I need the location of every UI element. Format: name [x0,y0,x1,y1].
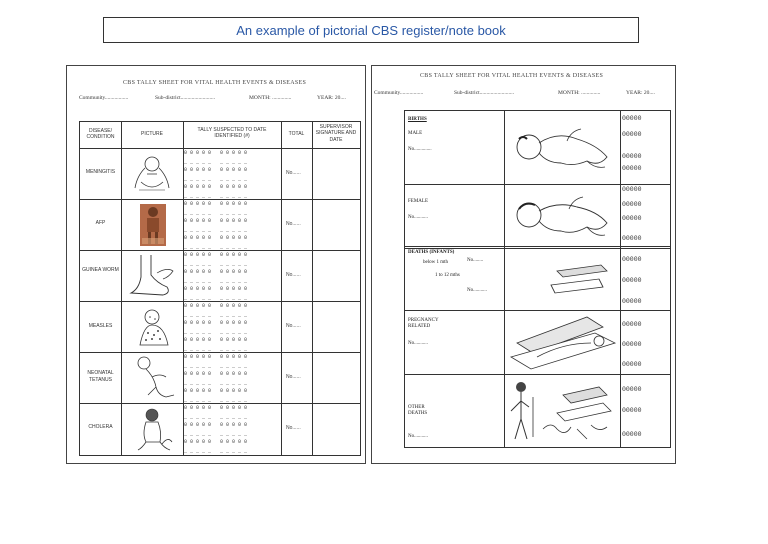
neonatal-tetanus-illustration [130,355,180,401]
left-sheet-heading: CBS TALLY SHEET FOR VITAL HEALTH EVENTS & DISEASES [123,80,307,86]
tally-marks-guinea-worm: 0 0 0 0 0 0 0 0 0 0 _ _ _ _ _ _ _ _ _ _ 0 0 0 0 0 0 0 0 0 0 _ _ _ _ _ _ _ _ _ _ 0 0 0 0 0 0 0 0 0 0 _ _ _ _ _ _ _ _ _ _ [184,252,248,301]
tally-mark: 00000 [622,165,642,172]
page-title: An example of pictorial CBS register/note book [236,22,506,38]
female-label: FEMALE [408,199,428,204]
other-deaths-count: No........... [408,434,428,439]
left-month-field: MONTH: .............. [249,95,292,101]
right-month-field: MONTH: .............. [558,90,601,96]
tally-mark: 00000 [622,298,642,305]
left-year-field: YEAR: 20.... [317,95,346,101]
total-afp: No...... [286,221,301,227]
male-baby-illustration [507,117,617,179]
tally-mark: 00000 [622,153,642,160]
pregnancy-coffin-illustration [507,313,619,373]
tally-mark: 00000 [622,431,642,438]
other-deaths-illustration [507,377,619,445]
left-community-field: Community................. [79,95,129,101]
left-tally-sheet [66,65,366,464]
tally-mark: 00000 [622,361,642,368]
tally-mark: 00000 [622,215,642,222]
col-header-picture: PICTURE [141,131,163,137]
row-label-measles: MEASLES [88,323,113,329]
title-box [103,17,639,43]
tally-mark: 00000 [622,201,642,208]
tally-mark: 00000 [622,407,642,414]
right-tally-sheet [371,65,676,464]
female-count: No........... [408,215,428,220]
col-header-supervisor: SUPERVISOR SIGNATURE AND DATE [315,124,357,143]
tally-mark: 00000 [622,235,642,242]
total-meningitis: No...... [286,170,301,176]
tally-marks-neonatal-tetanus: 0 0 0 0 0 0 0 0 0 0 _ _ _ _ _ _ _ _ _ _ 0 0 0 0 0 0 0 0 0 0 _ _ _ _ _ _ _ _ _ _ 0 0 0 0 0 0 0 0 0 0 _ _ _ _ _ _ _ _ _ _ [184,354,248,403]
male-label: MALE [408,131,423,136]
row-label-meningitis: MENINGITIS [85,169,116,175]
right-community-field: Community................. [374,90,424,96]
right-subdistrict-field: Sub-district......................... [454,90,515,96]
infant-coffin-illustration [545,251,615,307]
meningitis-illustration [127,152,177,196]
row-label-guinea-worm: GUINEA WORM [82,267,119,273]
tally-mark: 00000 [622,341,642,348]
below-1-month-count: No........ [467,258,484,263]
female-baby-illustration [507,189,617,243]
tally-mark: 00000 [622,321,642,328]
vital-events-table [404,110,671,448]
afp-photo [140,204,166,246]
row-label-cholera: CHOLERA [88,424,113,430]
tally-marks-cholera: 0 0 0 0 0 0 0 0 0 0 _ _ _ _ _ _ _ _ _ _ 0 0 0 0 0 0 0 0 0 0 _ _ _ _ _ _ _ _ _ _ 0 0 0 0 0 0 0 0 0 0 _ _ _ _ _ _ _ _ _ _ [184,405,248,454]
total-measles: No...... [286,323,301,329]
disease-tally-table [79,121,361,456]
pregnancy-related-label: PREGNANCY RELATED [408,318,439,329]
col-header-disease: DISEASE/ CONDITION [86,128,115,141]
tally-mark: 00000 [622,386,642,393]
left-subdistrict-field: Sub-district......................... [155,95,216,101]
tally-marks-measles: 0 0 0 0 0 0 0 0 0 0 _ _ _ _ _ _ _ _ _ _ 0 0 0 0 0 0 0 0 0 0 _ _ _ _ _ _ _ _ _ _ 0 0 0 0 0 0 0 0 0 0 _ _ _ _ _ _ _ _ _ _ [184,303,248,352]
other-deaths-label: OTHER DEATHS [408,405,428,416]
cholera-illustration [132,406,178,452]
row-label-neonatal-tetanus: NEONATAL TETANUS [87,370,114,383]
guinea-worm-illustration [127,253,179,299]
col-header-total: TOTAL [288,131,305,137]
col-header-tally: TALLY SUSPECTED TO DATE IDENTIFIED (#) [197,127,267,140]
tally-marks-meningitis: 0 0 0 0 0 0 0 0 0 0 _ _ _ _ _ _ _ _ _ _ 0 0 0 0 0 0 0 0 0 0 _ _ _ _ _ _ _ _ _ _ 0 0 0 0 0 0 0 0 0 0 _ _ _ _ _ _ _ _ _ _ [184,150,248,199]
tally-marks-afp: 0 0 0 0 0 0 0 0 0 0 _ _ _ _ _ _ _ _ _ _ 0 0 0 0 0 0 0 0 0 0 _ _ _ _ _ _ _ _ _ _ 0 0 0 0 0 0 0 0 0 0 _ _ _ _ _ _ _ _ _ _ [184,201,248,250]
deaths-infants-label: DEATHS (INFANTS) [408,250,455,255]
pregnancy-related-count: No........... [408,341,428,346]
tally-mark: 00000 [622,131,642,138]
tally-mark: 00000 [622,277,642,284]
male-count: No.............. [408,147,432,152]
total-cholera: No...... [286,425,301,431]
total-guinea-worm: No...... [286,272,301,278]
tally-mark: 00000 [622,186,642,193]
tally-mark: 00000 [622,115,642,122]
births-label: BIRTHS [408,117,427,122]
below-1-month-label: below 1 mth [423,260,448,265]
1-to-12-months-count: No........... [467,288,487,293]
total-neonatal-tetanus: No...... [286,374,301,380]
measles-illustration [130,305,178,349]
1-to-12-months-label: 1 to 12 mths [435,273,460,278]
row-label-afp: AFP [95,220,106,226]
tally-mark: 00000 [622,256,642,263]
right-year-field: YEAR: 20.... [626,90,655,96]
right-sheet-heading: CBS TALLY SHEET FOR VITAL HEALTH EVENTS & DISEASES [420,73,604,79]
